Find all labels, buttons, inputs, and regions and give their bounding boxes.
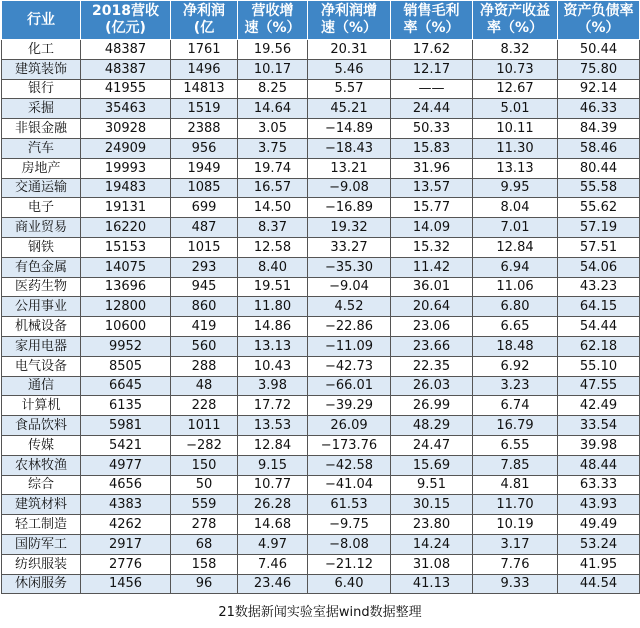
cell-revenue-growth: 4.97	[238, 534, 308, 554]
table-row	[2, 59, 640, 79]
cell-net-profit: 14813	[171, 79, 238, 99]
cell-roe: 5.01	[473, 99, 558, 119]
cell-debt-ratio: 44.54	[558, 574, 640, 594]
cell-net-profit: 1085	[171, 178, 238, 198]
cell-revenue: 41955	[81, 79, 171, 99]
table-row	[2, 495, 640, 515]
cell-revenue-growth: 11.80	[238, 297, 308, 317]
source-note: 21数据新闻实验室据wind数据整理	[218, 605, 422, 620]
cell-profit-growth: −16.89	[308, 198, 391, 218]
cell-profit-growth: 5.46	[308, 59, 391, 79]
cell-industry: 电气设备	[2, 356, 81, 376]
cell-revenue-growth: 14.64	[238, 99, 308, 119]
cell-gross-margin: 24.47	[391, 435, 473, 455]
cell-profit-growth: −42.58	[308, 455, 391, 475]
cell-industry: 食品饮料	[2, 416, 81, 436]
cell-revenue-growth: 7.46	[238, 554, 308, 574]
cell-revenue: 6645	[81, 376, 171, 396]
cell-debt-ratio: 41.95	[558, 554, 640, 574]
cell-industry: 机械设备	[2, 317, 81, 337]
cell-profit-growth: −39.29	[308, 396, 391, 416]
table-row	[2, 515, 640, 535]
cell-revenue-growth: 13.53	[238, 416, 308, 436]
cell-industry: 汽车	[2, 138, 81, 158]
cell-debt-ratio: 54.44	[558, 317, 640, 337]
cell-gross-margin: 12.17	[391, 59, 473, 79]
cell-revenue-growth: 19.56	[238, 40, 308, 60]
cell-net-profit: 1011	[171, 416, 238, 436]
cell-net-profit: 68	[171, 534, 238, 554]
cell-net-profit: 288	[171, 356, 238, 376]
cell-gross-margin: 26.99	[391, 396, 473, 416]
cell-debt-ratio: 64.15	[558, 297, 640, 317]
cell-industry: 家用电器	[2, 336, 81, 356]
cell-debt-ratio: 50.44	[558, 40, 640, 60]
cell-net-profit: 150	[171, 455, 238, 475]
cell-profit-growth: −21.12	[308, 554, 391, 574]
cell-revenue-growth: 26.28	[238, 495, 308, 515]
cell-gross-margin: 15.83	[391, 138, 473, 158]
cell-profit-growth: −173.76	[308, 435, 391, 455]
header-revenue	[81, 1, 171, 40]
cell-revenue: 13696	[81, 277, 171, 297]
cell-debt-ratio: 63.33	[558, 475, 640, 495]
cell-industry: 建筑材料	[2, 495, 81, 515]
cell-roe: 7.85	[473, 455, 558, 475]
cell-revenue: 2776	[81, 554, 171, 574]
cell-debt-ratio: 42.49	[558, 396, 640, 416]
cell-roe: 10.19	[473, 515, 558, 535]
cell-roe: 4.81	[473, 475, 558, 495]
cell-industry: 农林牧渔	[2, 455, 81, 475]
cell-gross-margin: 15.69	[391, 455, 473, 475]
header-roe	[473, 1, 558, 40]
cell-roe: 11.70	[473, 495, 558, 515]
cell-revenue-growth: 3.05	[238, 119, 308, 139]
cell-gross-margin: 50.33	[391, 119, 473, 139]
cell-profit-growth: −22.86	[308, 317, 391, 337]
cell-net-profit: 158	[171, 554, 238, 574]
cell-profit-growth: −9.75	[308, 515, 391, 535]
cell-debt-ratio: 55.62	[558, 198, 640, 218]
cell-roe: 6.92	[473, 356, 558, 376]
cell-debt-ratio: 55.10	[558, 356, 640, 376]
header-line-1: 净利润增	[321, 3, 377, 19]
cell-profit-growth: 5.57	[308, 79, 391, 99]
cell-profit-growth: −41.04	[308, 475, 391, 495]
cell-profit-growth: 45.21	[308, 99, 391, 119]
table-row	[2, 336, 640, 356]
cell-revenue: 48387	[81, 40, 171, 60]
cell-debt-ratio: 62.18	[558, 336, 640, 356]
cell-roe: 12.84	[473, 237, 558, 257]
cell-profit-growth: −42.73	[308, 356, 391, 376]
cell-revenue: 9952	[81, 336, 171, 356]
cell-industry: 化工	[2, 40, 81, 60]
cell-revenue: 30928	[81, 119, 171, 139]
cell-gross-margin: ——	[391, 79, 473, 99]
cell-industry: 国防军工	[2, 534, 81, 554]
cell-industry: 有色金属	[2, 257, 81, 277]
cell-gross-margin: 24.44	[391, 99, 473, 119]
cell-revenue-growth: 13.13	[238, 336, 308, 356]
cell-profit-growth: 26.09	[308, 416, 391, 436]
cell-revenue-growth: 10.77	[238, 475, 308, 495]
cell-roe: 12.67	[473, 79, 558, 99]
header-profit-growth	[308, 1, 391, 40]
cell-revenue: 14075	[81, 257, 171, 277]
cell-debt-ratio: 49.49	[558, 515, 640, 535]
cell-gross-margin: 26.03	[391, 376, 473, 396]
cell-debt-ratio: 57.19	[558, 218, 640, 238]
cell-roe: 9.33	[473, 574, 558, 594]
table-row	[2, 237, 640, 257]
cell-industry: 交通运输	[2, 178, 81, 198]
cell-revenue: 5981	[81, 416, 171, 436]
cell-roe: 11.30	[473, 138, 558, 158]
table-row	[2, 356, 640, 376]
cell-roe: 18.48	[473, 336, 558, 356]
cell-industry: 采掘	[2, 99, 81, 119]
table-row	[2, 317, 640, 337]
cell-net-profit: 956	[171, 138, 238, 158]
cell-net-profit: 419	[171, 317, 238, 337]
header-line-1: 资产负债率	[563, 3, 634, 19]
cell-revenue-growth: 8.37	[238, 218, 308, 238]
cell-revenue: 2917	[81, 534, 171, 554]
cell-net-profit: 1496	[171, 59, 238, 79]
cell-roe: 6.74	[473, 396, 558, 416]
cell-gross-margin: 31.08	[391, 554, 473, 574]
table-header	[2, 1, 640, 40]
cell-debt-ratio: 92.14	[558, 79, 640, 99]
cell-roe: 16.79	[473, 416, 558, 436]
header-industry	[2, 1, 81, 40]
header-row	[2, 1, 640, 40]
table-row	[2, 534, 640, 554]
cell-gross-margin: 15.32	[391, 237, 473, 257]
cell-revenue: 1456	[81, 574, 171, 594]
cell-net-profit: 1761	[171, 40, 238, 60]
cell-revenue-growth: 19.74	[238, 158, 308, 178]
table-row	[2, 435, 640, 455]
cell-industry: 医药生物	[2, 277, 81, 297]
cell-revenue: 8505	[81, 356, 171, 376]
table-row	[2, 574, 640, 594]
table-row	[2, 297, 640, 317]
cell-debt-ratio: 33.54	[558, 416, 640, 436]
cell-debt-ratio: 54.06	[558, 257, 640, 277]
table-row	[2, 257, 640, 277]
cell-industry: 传媒	[2, 435, 81, 455]
cell-net-profit: 1015	[171, 237, 238, 257]
cell-revenue: 48387	[81, 59, 171, 79]
cell-industry: 建筑装饰	[2, 59, 81, 79]
cell-debt-ratio: 43.93	[558, 495, 640, 515]
cell-industry: 房地产	[2, 158, 81, 178]
cell-profit-growth: 19.32	[308, 218, 391, 238]
header-line-1: 净利润	[183, 3, 225, 19]
cell-revenue-growth: 12.84	[238, 435, 308, 455]
cell-revenue-growth: 12.58	[238, 237, 308, 257]
cell-net-profit: 699	[171, 198, 238, 218]
cell-revenue-growth: 14.68	[238, 515, 308, 535]
cell-industry: 休闲服务	[2, 574, 81, 594]
table-row	[2, 218, 640, 238]
cell-industry: 电子	[2, 198, 81, 218]
header-line-2: 率（%）	[486, 20, 544, 36]
cell-gross-margin: 23.80	[391, 515, 473, 535]
cell-profit-growth: −35.30	[308, 257, 391, 277]
cell-revenue: 4656	[81, 475, 171, 495]
cell-revenue-growth: 23.46	[238, 574, 308, 594]
cell-revenue: 12800	[81, 297, 171, 317]
cell-revenue-growth: 10.43	[238, 356, 308, 376]
table-row	[2, 158, 640, 178]
cell-revenue: 10600	[81, 317, 171, 337]
cell-net-profit: 2388	[171, 119, 238, 139]
cell-revenue-growth: 14.86	[238, 317, 308, 337]
cell-revenue-growth: 14.50	[238, 198, 308, 218]
cell-profit-growth: 33.27	[308, 237, 391, 257]
cell-gross-margin: 30.15	[391, 495, 473, 515]
cell-debt-ratio: 57.51	[558, 237, 640, 257]
cell-profit-growth: −66.01	[308, 376, 391, 396]
table-row	[2, 416, 640, 436]
table-row	[2, 40, 640, 60]
cell-revenue-growth: 3.75	[238, 138, 308, 158]
cell-industry: 纺织服装	[2, 554, 81, 574]
cell-gross-margin: 20.64	[391, 297, 473, 317]
cell-revenue: 19131	[81, 198, 171, 218]
cell-debt-ratio: 47.55	[558, 376, 640, 396]
cell-net-profit: 50	[171, 475, 238, 495]
header-line-1: 2018营收	[92, 3, 159, 19]
cell-roe: 3.23	[473, 376, 558, 396]
cell-industry: 轻工制造	[2, 515, 81, 535]
header-net-profit	[171, 1, 238, 40]
cell-debt-ratio: 58.46	[558, 138, 640, 158]
cell-revenue-growth: 10.17	[238, 59, 308, 79]
cell-roe: 6.94	[473, 257, 558, 277]
table-row	[2, 119, 640, 139]
header-line-2: （%）	[577, 20, 620, 36]
table-row	[2, 79, 640, 99]
cell-revenue-growth: 8.25	[238, 79, 308, 99]
cell-net-profit: 1519	[171, 99, 238, 119]
cell-industry: 综合	[2, 475, 81, 495]
cell-net-profit: 559	[171, 495, 238, 515]
cell-net-profit: 945	[171, 277, 238, 297]
cell-roe: 3.17	[473, 534, 558, 554]
header-line-2: (亿元)	[105, 20, 146, 36]
table-row	[2, 198, 640, 218]
cell-roe: 10.11	[473, 119, 558, 139]
header-line-2: (亿	[193, 20, 215, 36]
cell-revenue: 6135	[81, 396, 171, 416]
table-row	[2, 99, 640, 119]
cell-profit-growth: −9.08	[308, 178, 391, 198]
cell-revenue: 19483	[81, 178, 171, 198]
cell-net-profit: 96	[171, 574, 238, 594]
cell-revenue-growth: 3.98	[238, 376, 308, 396]
industry-table	[1, 0, 640, 594]
cell-revenue-growth: 8.40	[238, 257, 308, 277]
cell-gross-margin: 36.01	[391, 277, 473, 297]
cell-industry: 商业贸易	[2, 218, 81, 238]
cell-net-profit: 1949	[171, 158, 238, 178]
cell-profit-growth: −9.04	[308, 277, 391, 297]
table-row	[2, 376, 640, 396]
cell-revenue: 5421	[81, 435, 171, 455]
cell-net-profit: 278	[171, 515, 238, 535]
table-row	[2, 178, 640, 198]
cell-revenue: 15153	[81, 237, 171, 257]
cell-industry: 非银金融	[2, 119, 81, 139]
cell-industry: 通信	[2, 376, 81, 396]
cell-gross-margin: 9.51	[391, 475, 473, 495]
table-row	[2, 138, 640, 158]
header-debt-ratio	[558, 1, 640, 40]
cell-net-profit: 487	[171, 218, 238, 238]
cell-revenue: 24909	[81, 138, 171, 158]
cell-net-profit: 860	[171, 297, 238, 317]
header-line-1: 销售毛利	[403, 3, 460, 19]
cell-industry: 钢铁	[2, 237, 81, 257]
cell-net-profit: 560	[171, 336, 238, 356]
cell-roe: 13.13	[473, 158, 558, 178]
cell-profit-growth: 6.40	[308, 574, 391, 594]
cell-gross-margin: 23.66	[391, 336, 473, 356]
header-gross-margin	[391, 1, 473, 40]
cell-debt-ratio: 75.80	[558, 59, 640, 79]
cell-roe: 11.06	[473, 277, 558, 297]
cell-gross-margin: 48.29	[391, 416, 473, 436]
header-revenue-growth	[238, 1, 308, 40]
cell-roe: 6.55	[473, 435, 558, 455]
cell-profit-growth: −14.89	[308, 119, 391, 139]
table-row	[2, 554, 640, 574]
cell-profit-growth: −18.43	[308, 138, 391, 158]
cell-gross-margin: 31.96	[391, 158, 473, 178]
cell-profit-growth: −8.08	[308, 534, 391, 554]
cell-roe: 7.76	[473, 554, 558, 574]
cell-gross-margin: 15.77	[391, 198, 473, 218]
cell-debt-ratio: 84.39	[558, 119, 640, 139]
cell-roe: 9.95	[473, 178, 558, 198]
cell-net-profit: −282	[171, 435, 238, 455]
header-line-1: 营收增	[251, 3, 294, 19]
header-line-2: 率（%）	[403, 20, 460, 36]
cell-debt-ratio: 48.44	[558, 455, 640, 475]
cell-debt-ratio: 43.23	[558, 277, 640, 297]
cell-roe: 6.65	[473, 317, 558, 337]
cell-gross-margin: 22.35	[391, 356, 473, 376]
header-line-2: 速（%）	[320, 20, 378, 36]
cell-industry: 计算机	[2, 396, 81, 416]
table-row	[2, 277, 640, 297]
cell-revenue: 4262	[81, 515, 171, 535]
cell-gross-margin: 14.24	[391, 534, 473, 554]
cell-revenue-growth: 17.72	[238, 396, 308, 416]
cell-revenue-growth: 9.15	[238, 455, 308, 475]
cell-net-profit: 228	[171, 396, 238, 416]
table-row	[2, 396, 640, 416]
cell-profit-growth: 61.53	[308, 495, 391, 515]
cell-debt-ratio: 55.58	[558, 178, 640, 198]
cell-gross-margin: 17.62	[391, 40, 473, 60]
cell-revenue: 16220	[81, 218, 171, 238]
cell-industry: 公用事业	[2, 297, 81, 317]
cell-revenue: 19993	[81, 158, 171, 178]
cell-profit-growth: 13.21	[308, 158, 391, 178]
table-row	[2, 455, 640, 475]
cell-debt-ratio: 53.24	[558, 534, 640, 554]
header-line-2: 速（%）	[244, 20, 301, 36]
cell-net-profit: 48	[171, 376, 238, 396]
cell-debt-ratio: 80.44	[558, 158, 640, 178]
cell-debt-ratio: 39.98	[558, 435, 640, 455]
cell-revenue-growth: 16.57	[238, 178, 308, 198]
cell-revenue-growth: 19.51	[238, 277, 308, 297]
cell-profit-growth: 20.31	[308, 40, 391, 60]
cell-roe: 7.01	[473, 218, 558, 238]
cell-revenue: 4383	[81, 495, 171, 515]
cell-profit-growth: 4.52	[308, 297, 391, 317]
cell-revenue: 4977	[81, 455, 171, 475]
cell-profit-growth: −11.09	[308, 336, 391, 356]
header-line-1: 净资产收益	[480, 3, 550, 19]
cell-gross-margin: 11.42	[391, 257, 473, 277]
cell-roe: 8.32	[473, 40, 558, 60]
cell-industry: 银行	[2, 79, 81, 99]
header-line-1: 行业	[27, 11, 55, 28]
cell-debt-ratio: 46.33	[558, 99, 640, 119]
cell-gross-margin: 13.57	[391, 178, 473, 198]
table-body	[2, 40, 640, 594]
cell-net-profit: 293	[171, 257, 238, 277]
cell-roe: 10.73	[473, 59, 558, 79]
cell-gross-margin: 41.13	[391, 574, 473, 594]
cell-revenue: 35463	[81, 99, 171, 119]
cell-gross-margin: 14.09	[391, 218, 473, 238]
cell-gross-margin: 23.06	[391, 317, 473, 337]
table-row	[2, 475, 640, 495]
cell-roe: 6.80	[473, 297, 558, 317]
cell-roe: 8.04	[473, 198, 558, 218]
